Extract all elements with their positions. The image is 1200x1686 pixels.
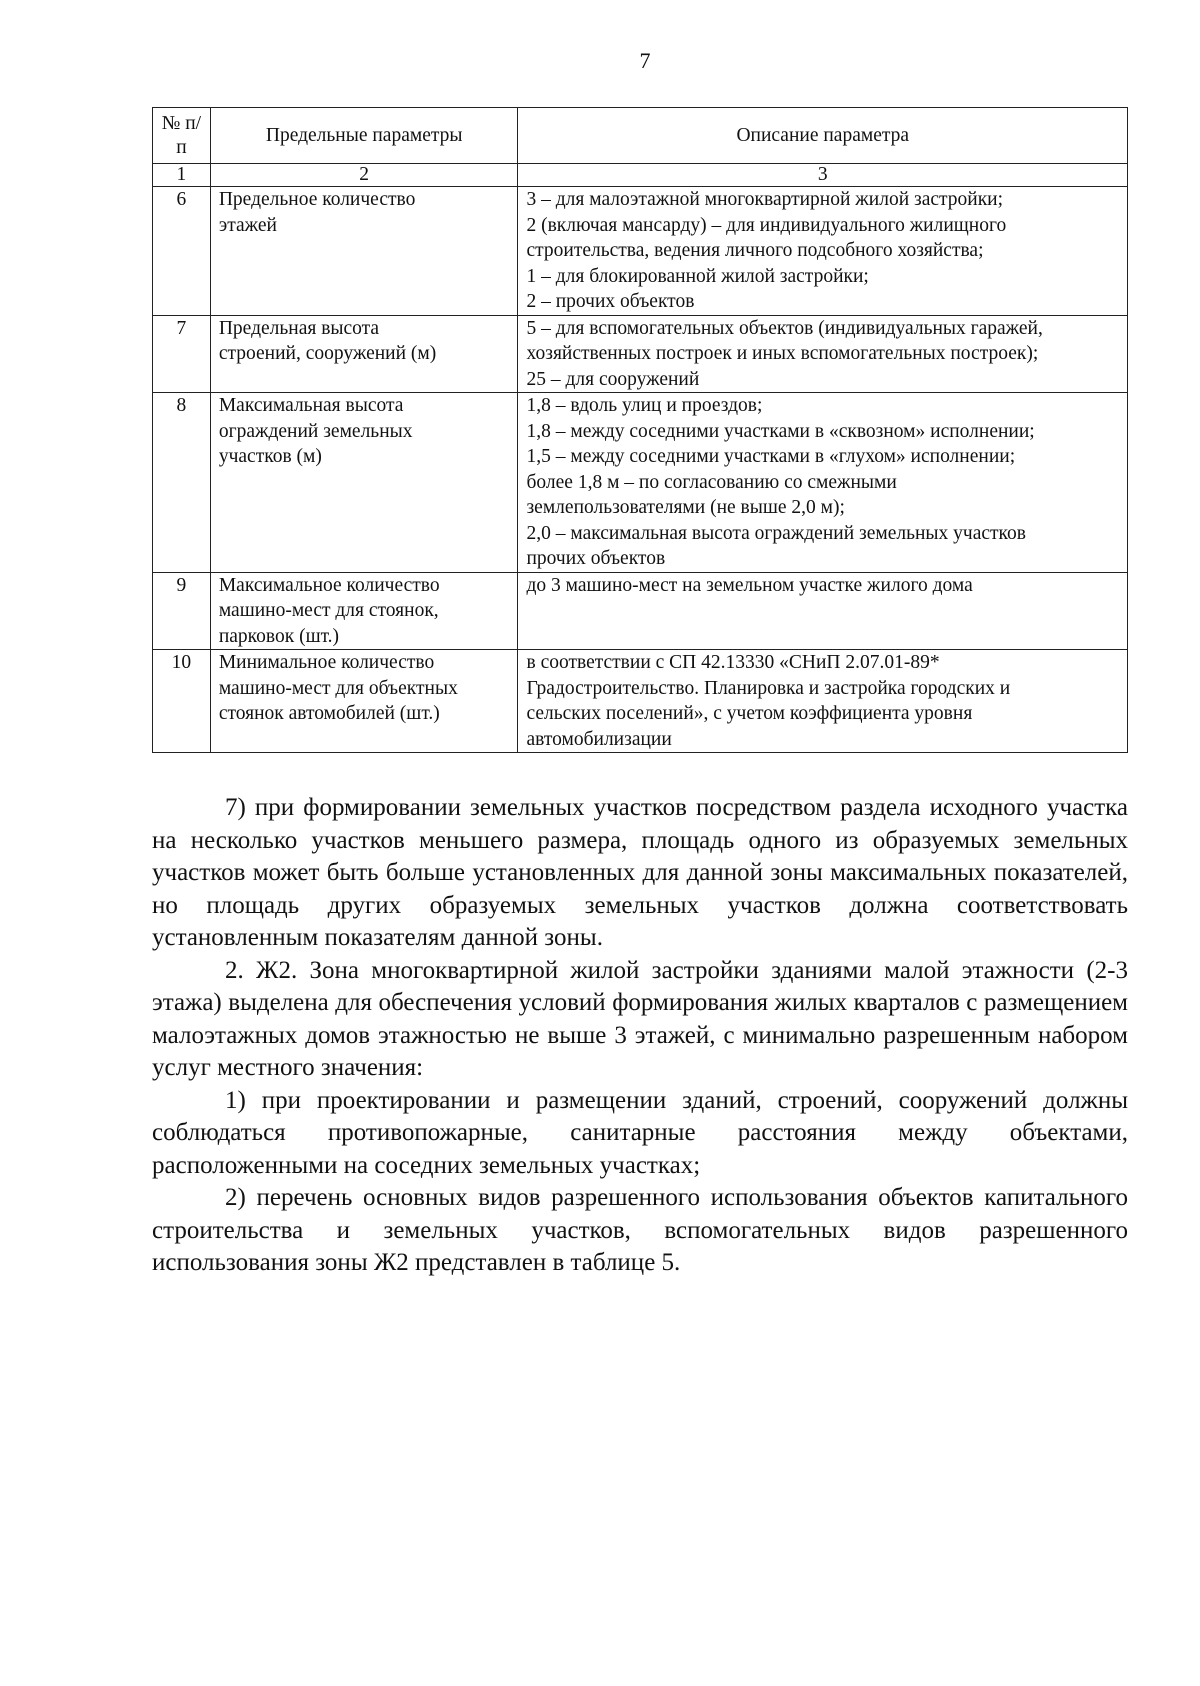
parameter-name xyxy=(210,393,518,573)
parameters-table xyxy=(152,107,1128,753)
parameter-name xyxy=(210,572,518,650)
parameter-line: Максимальное количество xyxy=(218,574,440,596)
description-line: 2,0 – максимальная высота ограждений земельных участков xyxy=(526,522,1026,544)
description-line: 1,5 – между соседними участками в «глухом» исполнении; xyxy=(526,446,1016,467)
parameter-line: машино-мест для стоянок, xyxy=(218,600,439,621)
description-line: в соответствии с СП 42.13330 «СНиП 2.07.01-89* xyxy=(526,652,940,673)
row-number: 8 xyxy=(153,393,211,573)
description-line: хозяйственных построек и иных вспомогательных построек); xyxy=(526,343,1039,364)
column-number: 3 xyxy=(518,164,1128,187)
paragraph: 2) перечень основных видов разрешенного использования объектов капитального строительства и земельных участков, вспомогательных видов разрешенного использования зоны Ж2 представлен в таблице 5. xyxy=(152,1184,1128,1276)
parameter-name xyxy=(210,315,518,393)
row-number: 7 xyxy=(153,315,211,393)
description-line: 2 (включая мансарду) – для индивидуального жилищного xyxy=(526,214,1007,236)
parameter-description xyxy=(518,187,1128,316)
description-line: 5 – для вспомогательных объектов (индивидуальных гаражей, xyxy=(526,317,1043,339)
parameter-description xyxy=(518,393,1128,573)
parameter-line: Предельная высота xyxy=(218,317,380,339)
header-num: № п/п xyxy=(153,108,211,164)
description-line: Градостроительство. Планировка и застройка городских и xyxy=(526,677,1011,699)
column-number: 1 xyxy=(153,164,211,187)
description-line: прочих объектов xyxy=(526,548,666,569)
parameter-description xyxy=(518,572,1128,650)
table-row xyxy=(153,650,1128,753)
parameter-name xyxy=(210,187,518,316)
description-line: 3 – для малоэтажной многоквартирной жилой застройки; xyxy=(526,189,1004,210)
description-line: более 1,8 м – по согласованию со смежными xyxy=(526,471,897,493)
header-param: Предельные параметры xyxy=(210,108,518,164)
header-desc: Описание параметра xyxy=(518,108,1128,164)
parameter-line: Предельное количество xyxy=(218,189,416,210)
description-line: до 3 машино-мест на земельном участке жилого дома xyxy=(526,574,973,596)
description-line: землепользователями (не выше 2,0 м); xyxy=(526,497,845,518)
description-line: сельских поселений», с учетом коэффициента уровня xyxy=(526,703,973,724)
parameter-line: парковок (шт.) xyxy=(218,625,340,647)
table-row xyxy=(153,315,1128,393)
page-number: 7 xyxy=(639,48,651,73)
description-line: 1 – для блокированной жилой застройки; xyxy=(526,265,869,287)
row-number: 10 xyxy=(153,650,211,753)
row-number: 9 xyxy=(153,572,211,650)
paragraph: 1) при проектировании и размещении зданий, строений, сооружений должны соблюдаться противопожарные, санитарные расстояния между объектами, расположенными на соседних земельных участках; xyxy=(152,1086,1128,1179)
description-line: 25 – для сооружений xyxy=(526,368,700,390)
parameter-line: машино-мест для объектных xyxy=(218,677,458,699)
table-header-row xyxy=(153,108,1128,164)
description-line: 2 – прочих объектов xyxy=(526,291,695,312)
parameter-line: Максимальная высота xyxy=(218,395,404,416)
parameter-line: ограждений земельных xyxy=(218,420,413,442)
description-line: 1,8 – между соседними участками в «сквозном» исполнении; xyxy=(526,420,1035,442)
body-text xyxy=(152,792,1128,1280)
description-line: 1,8 – вдоль улиц и проездов; xyxy=(526,395,763,416)
parameter-name xyxy=(210,650,518,753)
parameter-line: стоянок автомобилей (шт.) xyxy=(218,703,440,724)
description-line: строительства, ведения личного подсобного хозяйства; xyxy=(526,240,984,261)
parameter-description xyxy=(518,315,1128,393)
parameter-line: Минимальное количество xyxy=(218,652,435,673)
paragraph: 7) при формировании земельных участков посредством раздела исходного участка на несколько участков меньшего размера, площадь одного из образуемых земельных участков может быть больше установленных для данной зоны максимальных показателей, но площадь других образуемых земельных участков должна соответствовать установленным показателям данной зоны. xyxy=(152,794,1128,951)
parameter-line: строений, сооружений (м) xyxy=(218,343,437,364)
parameter-line: этажей xyxy=(218,214,277,236)
table-row xyxy=(153,187,1128,316)
table-row xyxy=(153,572,1128,650)
parameter-description xyxy=(518,650,1128,753)
row-number: 6 xyxy=(153,187,211,316)
parameter-line: участков (м) xyxy=(218,446,322,467)
description-line: автомобилизации xyxy=(526,728,672,750)
paragraph: 2. Ж2. Зона многоквартирной жилой застройки зданиями малой этажности (2-3 этажа) выделена для обеспечения условий формирования жилых кварталов с размещением малоэтажных домов этажностью не выше 3 этажей, с минимально разрешенным набором услуг местного значения: xyxy=(152,956,1128,1081)
column-number: 2 xyxy=(210,164,518,187)
table-row xyxy=(153,393,1128,573)
column-number-row xyxy=(153,164,1128,187)
